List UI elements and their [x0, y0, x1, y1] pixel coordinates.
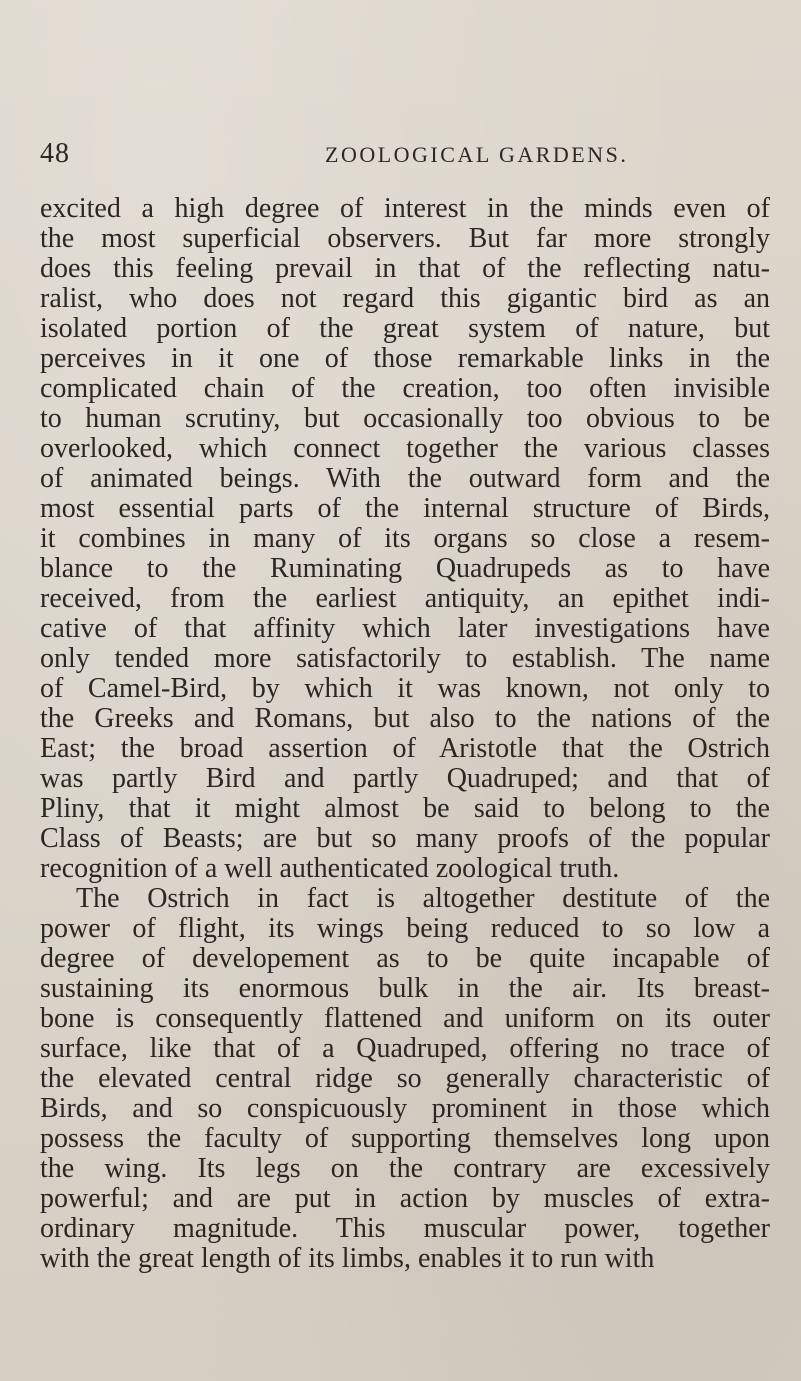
text-line: the elevated central ridge so generally characteristic of — [40, 1063, 770, 1094]
text-line: Class of Beasts; are but so many proofs of the popular — [40, 823, 770, 854]
text-line: it combines in many of its organs so close a resem- — [40, 523, 770, 554]
text-line: was partly Bird and partly Quadruped; and that of — [40, 763, 770, 794]
text-line: perceives in it one of those remarkable links in the — [40, 343, 770, 374]
running-title: ZOOLOGICAL GARDENS. — [325, 142, 629, 167]
text-line: to human scrutiny, but occasionally too obvious to be — [40, 403, 770, 434]
text-line: degree of developement as to be quite incapable of — [40, 943, 770, 974]
page-number: 48 — [40, 138, 70, 169]
text-line: surface, like that of a Quadruped, offering no trace of — [40, 1033, 770, 1064]
text-line: cative of that affinity which later investigations have — [40, 613, 770, 644]
text-line: received, from the earliest antiquity, an epithet indi- — [40, 583, 770, 614]
text-line: of Camel-Bird, by which it was known, not only to — [40, 673, 770, 704]
text-line: only tended more satisfactorily to establish. The name — [40, 643, 770, 674]
text-line: does this feeling prevail in that of the reflecting natu- — [40, 253, 770, 284]
text-line: powerful; and are put in action by muscles of extra- — [40, 1183, 770, 1214]
text-line: of animated beings. With the outward form and the — [40, 463, 770, 494]
text-line: The Ostrich in fact is altogether destitute of the — [76, 883, 770, 914]
text-line: isolated portion of the great system of nature, but — [40, 313, 770, 344]
text-line: power of flight, its wings being reduced to so low a — [40, 913, 770, 944]
text-line: ordinary magnitude. This muscular power, together — [40, 1213, 770, 1244]
text-line: sustaining its enormous bulk in the air. Its breast- — [40, 973, 770, 1004]
text-line: possess the faculty of supporting themselves long upon — [40, 1123, 770, 1154]
text-line: East; the broad assertion of Aristotle that the Ostrich — [40, 733, 770, 764]
text-line: Birds, and so conspicuously prominent in those which — [40, 1093, 770, 1124]
text-line: ralist, who does not regard this gigantic bird as an — [40, 283, 770, 314]
text-line: the wing. Its legs on the contrary are excessively — [40, 1153, 770, 1184]
text-line: bone is consequently flattened and uniform on its outer — [40, 1003, 770, 1034]
text-line: most essential parts of the internal structure of Birds, — [40, 493, 770, 524]
text-line: recognition of a well authenticated zoological truth. — [40, 853, 620, 884]
text-line: complicated chain of the creation, too often invisible — [40, 373, 770, 404]
text-line: the most superficial observers. But far more strongly — [40, 223, 770, 254]
text-line: overlooked, which connect together the various classes — [40, 433, 770, 464]
text-line: excited a high degree of interest in the minds even of — [40, 193, 770, 224]
text-line: with the great length of its limbs, enables it to run with — [40, 1243, 655, 1274]
running-head — [40, 138, 760, 172]
text-line: blance to the Ruminating Quadrupeds as to have — [40, 553, 770, 584]
text-line: the Greeks and Romans, but also to the nations of the — [40, 703, 770, 734]
text-line: Pliny, that it might almost be said to belong to the — [40, 793, 770, 824]
